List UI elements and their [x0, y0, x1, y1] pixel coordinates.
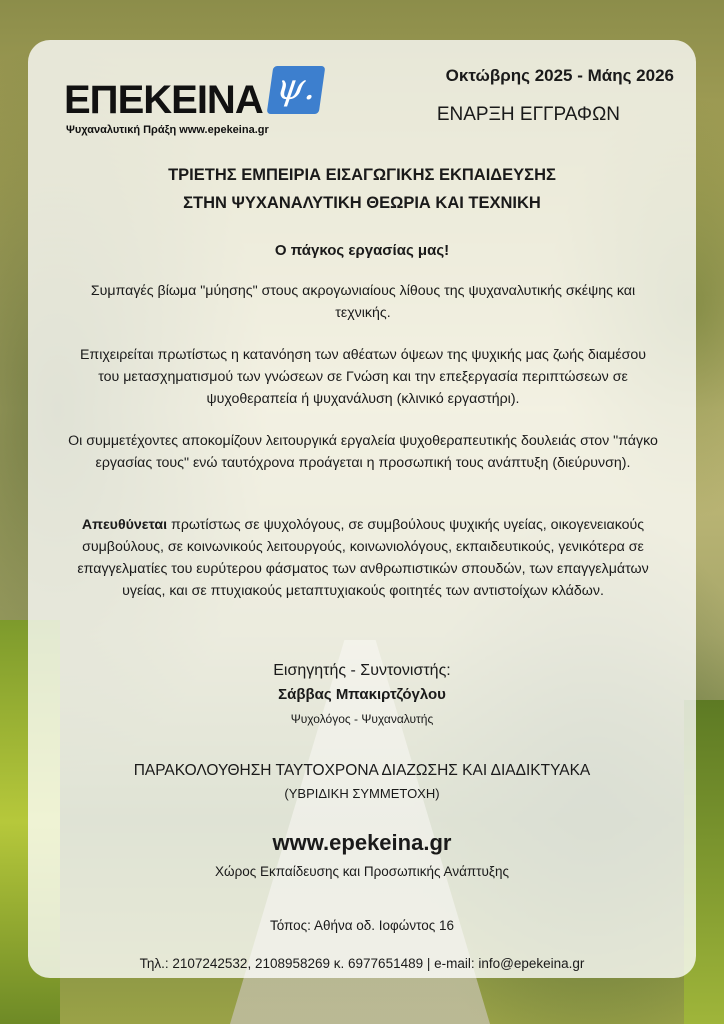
enrollment-notice: ΕΝΑΡΞΗ ΕΓΓΡΑΦΩΝ: [436, 104, 620, 125]
audience-lead: Απευθύνεται: [81, 517, 168, 533]
title-line-1: ΤΡΙΕΤΗΣ ΕΜΠΕΙΡΙΑ ΕΙΣΑΓΩΓΙΚΗΣ ΕΚΠΑΙΔΕΥΣΗΣ: [168, 166, 556, 184]
flyer-panel: [28, 40, 696, 978]
tagline: Χώρος Εκπαίδευσης και Προσωπικής Ανάπτυξης: [215, 864, 509, 879]
paragraph-1: Συμπαγές βίωμα "μύησης" στους ακρογωνιαίους λίθους της ψυχαναλυτικής σκέψης και τεχνικής.: [90, 283, 636, 321]
contact-info: Τηλ.: 2107242532, 2108958269 κ. 6977651489 | e-mail: info@epekeina.gr: [139, 956, 585, 971]
attendance-hybrid: (ΥΒΡΙΔΙΚΗ ΣΥΜΜΕΤΟΧΗ): [284, 786, 440, 801]
paragraph-2: Επιχειρείται πρωτίστως η κατανόηση των αθέατων όψεων της ψυχικής μας ζωής διαμέσου του μετασχηματισμού των γνώσεων σε Γνώση και την επεξεργασία περιπτώσεων σε ψυχοθεραπεία ή ψυχανάλυση (κλινικό εργαστήρι).: [79, 347, 647, 407]
program-dates: Οκτώβρης 2025 - Μάης 2026: [445, 66, 674, 85]
instructor-name: Σάββας Μπακιρτζόγλου: [278, 686, 446, 703]
logo: [64, 66, 334, 136]
title-line-2: ΣΤΗΝ ΨΥΧΑΝΑΛΥΤΙΚΗ ΘΕΩΡΙΑ ΚΑΙ ΤΕΧΝΙΚΗ: [183, 194, 541, 212]
logo-psi-badge: ψ.: [267, 66, 326, 114]
logo-word: ΕΠΕΚΕΙΝΑ: [64, 78, 263, 122]
website-link[interactable]: www.epekeina.gr: [272, 830, 452, 855]
attendance-mode: ΠΑΡΑΚΟΛΟΥΘΗΣΗ ΤΑΥΤΟΧΡΟΝΑ ΔΙΑΖΩΣΗΣ ΚΑΙ ΔΙΑΔΙΚΤΥΑΚΑ: [133, 762, 591, 779]
paragraph-4: [68, 514, 658, 602]
location: Τόπος: Αθήνα οδ. Ιοφώντος 16: [269, 918, 455, 933]
paragraph-3: Οι συμμετέχοντες αποκομίζουν λειτουργικά εργαλεία ψυχοθεραπευτικής δουλειάς στον "πάγκο εργασίας τους" ενώ ταυτόχρονα προάγεται η προσωπική τους ανάπτυξη (διεύρυνση).: [68, 433, 658, 471]
instructor-role: Ψυχολόγος - Ψυχαναλυτής: [290, 712, 434, 726]
logo-subtitle: Ψυχαναλυτική Πράξη www.epekeina.gr: [66, 124, 269, 136]
audience-text: πρωτίστως σε ψυχολόγους, σε συμβούλους ψυχικής υγείας, οικογενειακούς συμβούλους, σε κοινωνικούς λειτουργούς, κοινωνιολόγους, εκπαιδευτικούς, γενικότερα σε επαγγελματίες του ευρύτερου φάσματος των ανθρωπιστικών σπουδών, των επαγγελμάτων υγείας, και σε πτυχιακούς μεταπτυχιακούς φοιτητές των αντιστοίχων κλάδων.: [77, 517, 649, 599]
instructor-label: Εισηγητής - Συντονιστής:: [273, 662, 451, 679]
subtitle: Ο πάγκος εργασίας μας!: [274, 242, 450, 259]
